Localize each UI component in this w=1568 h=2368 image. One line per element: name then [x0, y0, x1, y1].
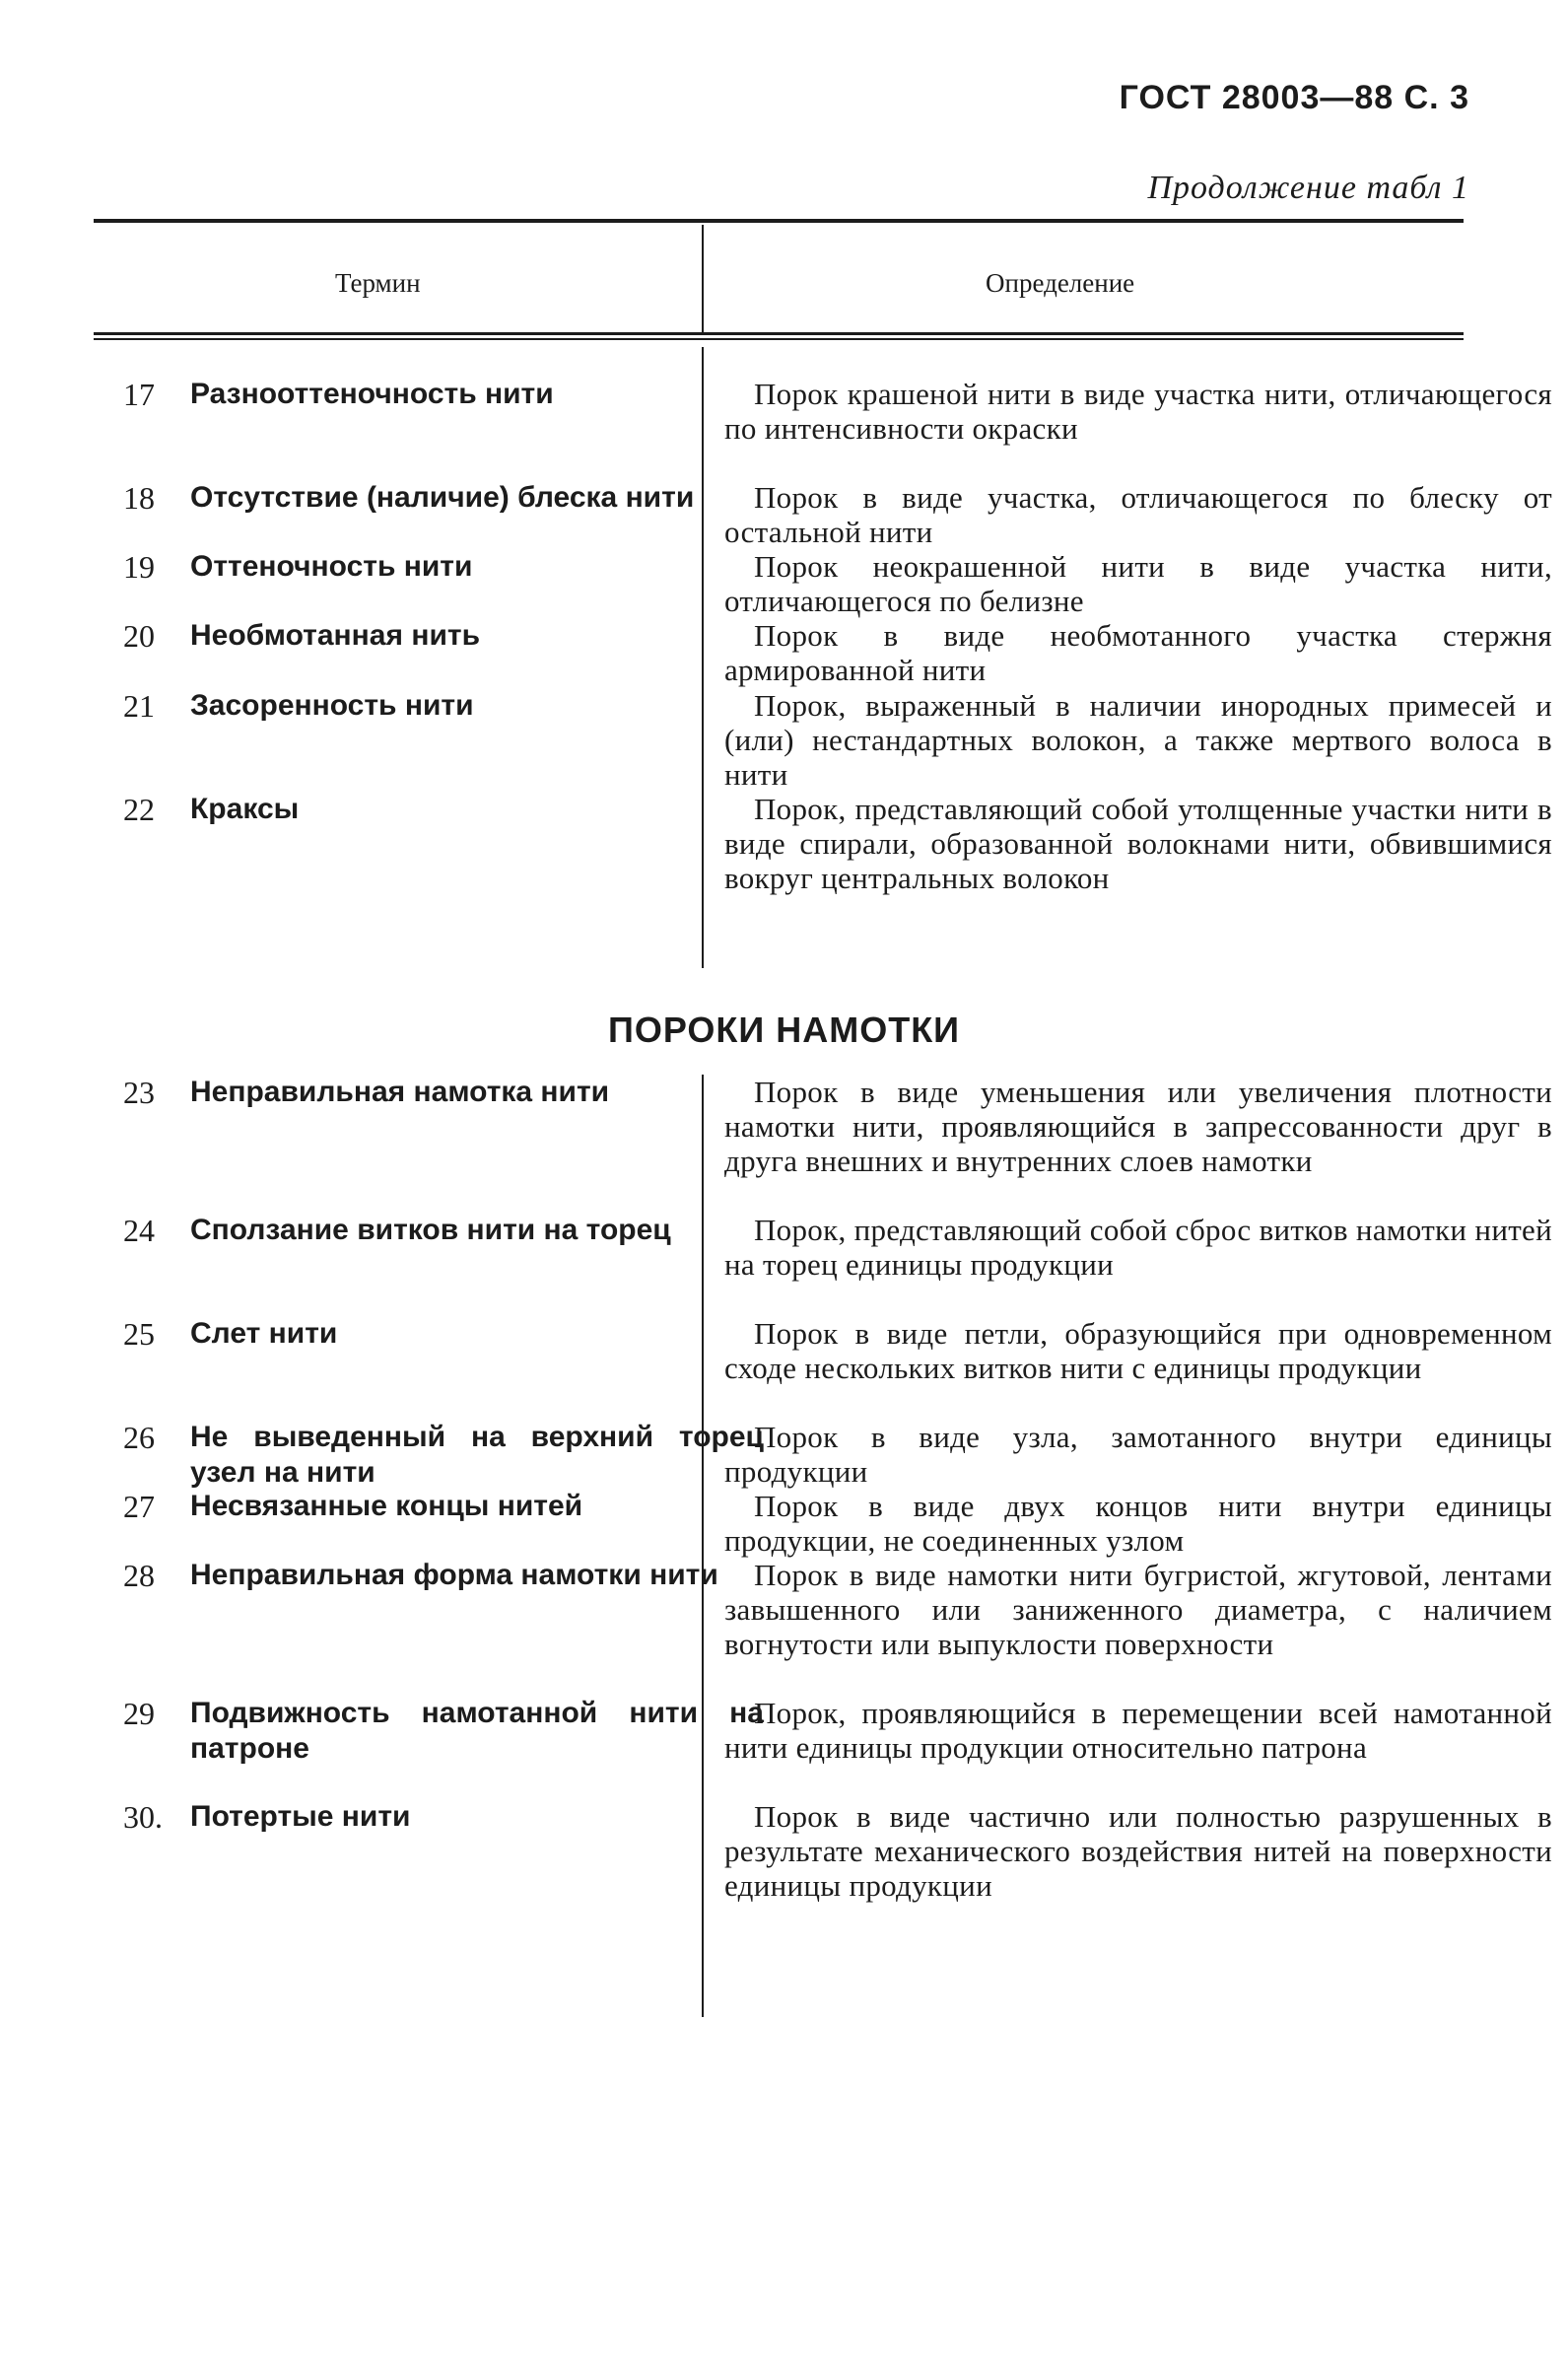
row-definition: Порок крашеной нити в виде участка нити, отличающегося по интенсивности окраски — [724, 377, 1552, 446]
row-term: Разнооттеночность нити — [190, 378, 554, 410]
row-number: 25 — [123, 1316, 155, 1352]
row-term: Сползание витков нити на торец — [190, 1214, 671, 1246]
row-number: 28 — [123, 1558, 155, 1593]
row-definition: Порок, представляющий собой утолщенные участки нити в виде спирали, образованной волокнами нити, обвившимися вокруг центральных волокон — [724, 792, 1552, 895]
row-definition: Порок, проявляющийся в перемещении всей намотанной нити единицы продукции относительно патрона — [724, 1696, 1552, 1765]
row-term: Оттеночность нити — [190, 550, 473, 583]
table-row — [94, 1558, 1552, 1661]
row-number: 17 — [123, 377, 155, 412]
row-definition: Порок, представляющий собой сброс витков намотки нитей на торец единицы продукции — [724, 1213, 1552, 1282]
column-divider-group1 — [702, 347, 704, 968]
table-row — [94, 1420, 1552, 1489]
row-definition: Порок в виде узла, замотанного внутри единицы продукции — [724, 1420, 1552, 1489]
row-term: Неправильная намотка нити — [190, 1076, 610, 1108]
row-term: Потертые нити — [190, 1800, 411, 1833]
row-definition: Порок в виде намотки нити бугристой, жгутовой, лентами завышенного или заниженного диаметра, с наличием вогнутости или выпуклости поверхности — [724, 1558, 1552, 1661]
header-bottom-rule-2 — [94, 338, 1464, 340]
header-bottom-rule-1 — [94, 332, 1464, 335]
row-number: 20 — [123, 618, 155, 654]
table-row — [94, 1799, 1552, 1903]
table-row — [94, 1489, 1552, 1558]
table-row — [94, 549, 1552, 618]
row-number: 29 — [123, 1696, 155, 1731]
section-title: ПОРОКИ НАМОТКИ — [607, 1010, 961, 1050]
row-term: Подвижность намотанной нити на патроне — [190, 1697, 764, 1765]
table-row — [94, 688, 1552, 792]
row-number: 24 — [123, 1213, 155, 1248]
row-number: 21 — [123, 688, 155, 724]
row-term: Краксы — [190, 793, 300, 825]
table-top-rule — [94, 219, 1464, 223]
row-definition: Порок в виде уменьшения или увеличения плотности намотки нити, проявляющийся в запрессованности друг в друга внешних и внутренних слоев намотки — [724, 1075, 1552, 1178]
row-number: 30. — [123, 1799, 163, 1835]
row-definition: Порок неокрашенной нити в виде участка нити, отличающегося по белизне — [724, 549, 1552, 618]
row-number: 23 — [123, 1075, 155, 1110]
document-header: ГОСТ 28003—88 С. 3 — [1119, 79, 1469, 116]
table-row — [94, 377, 1552, 446]
row-term: Слет нити — [190, 1317, 338, 1350]
row-definition: Порок в виде необмотанного участка стержня армированной нити — [724, 618, 1552, 687]
table-row — [94, 1213, 1552, 1282]
row-number: 18 — [123, 480, 155, 516]
table-row — [94, 792, 1552, 895]
table-row — [94, 618, 1552, 687]
row-term: Засоренность нити — [190, 689, 474, 722]
row-term: Не выведенный на верхний торец узел на нити — [190, 1421, 764, 1489]
table-row — [94, 480, 1552, 549]
row-term: Несвязанные концы нитей — [190, 1490, 583, 1522]
table-row — [94, 1316, 1552, 1385]
row-number: 26 — [123, 1420, 155, 1455]
row-definition: Порок в виде петли, образующийся при одновременном сходе нескольких витков нити с единицы продукции — [724, 1316, 1552, 1385]
row-definition: Порок в виде участка, отличающегося по блеску от остальной нити — [724, 480, 1552, 549]
row-definition: Порок, выраженный в наличии инородных примесей и (или) нестандартных волокон, а также мертвого волоса в нити — [724, 688, 1552, 792]
row-number: 19 — [123, 549, 155, 585]
column-header-definition: Определение — [986, 268, 1135, 298]
row-term: Необмотанная нить — [190, 619, 481, 652]
table-row — [94, 1075, 1552, 1178]
row-definition: Порок в виде двух концов нити внутри единицы продукции, не соединенных узлом — [724, 1489, 1552, 1558]
column-divider-header — [702, 225, 704, 333]
row-number: 27 — [123, 1489, 155, 1524]
table-row — [94, 1696, 1552, 1765]
table-caption: Продолжение табл 1 — [1147, 170, 1469, 206]
row-term: Отсутствие (наличие) блеска нити — [190, 481, 695, 514]
row-definition: Порок в виде частично или полностью разрушенных в результате механического воздействия нитей на поверхности единицы продукции — [724, 1799, 1552, 1903]
row-term: Неправильная форма намотки нити — [190, 1559, 718, 1591]
column-header-term: Термин — [335, 268, 421, 298]
row-number: 22 — [123, 792, 155, 827]
